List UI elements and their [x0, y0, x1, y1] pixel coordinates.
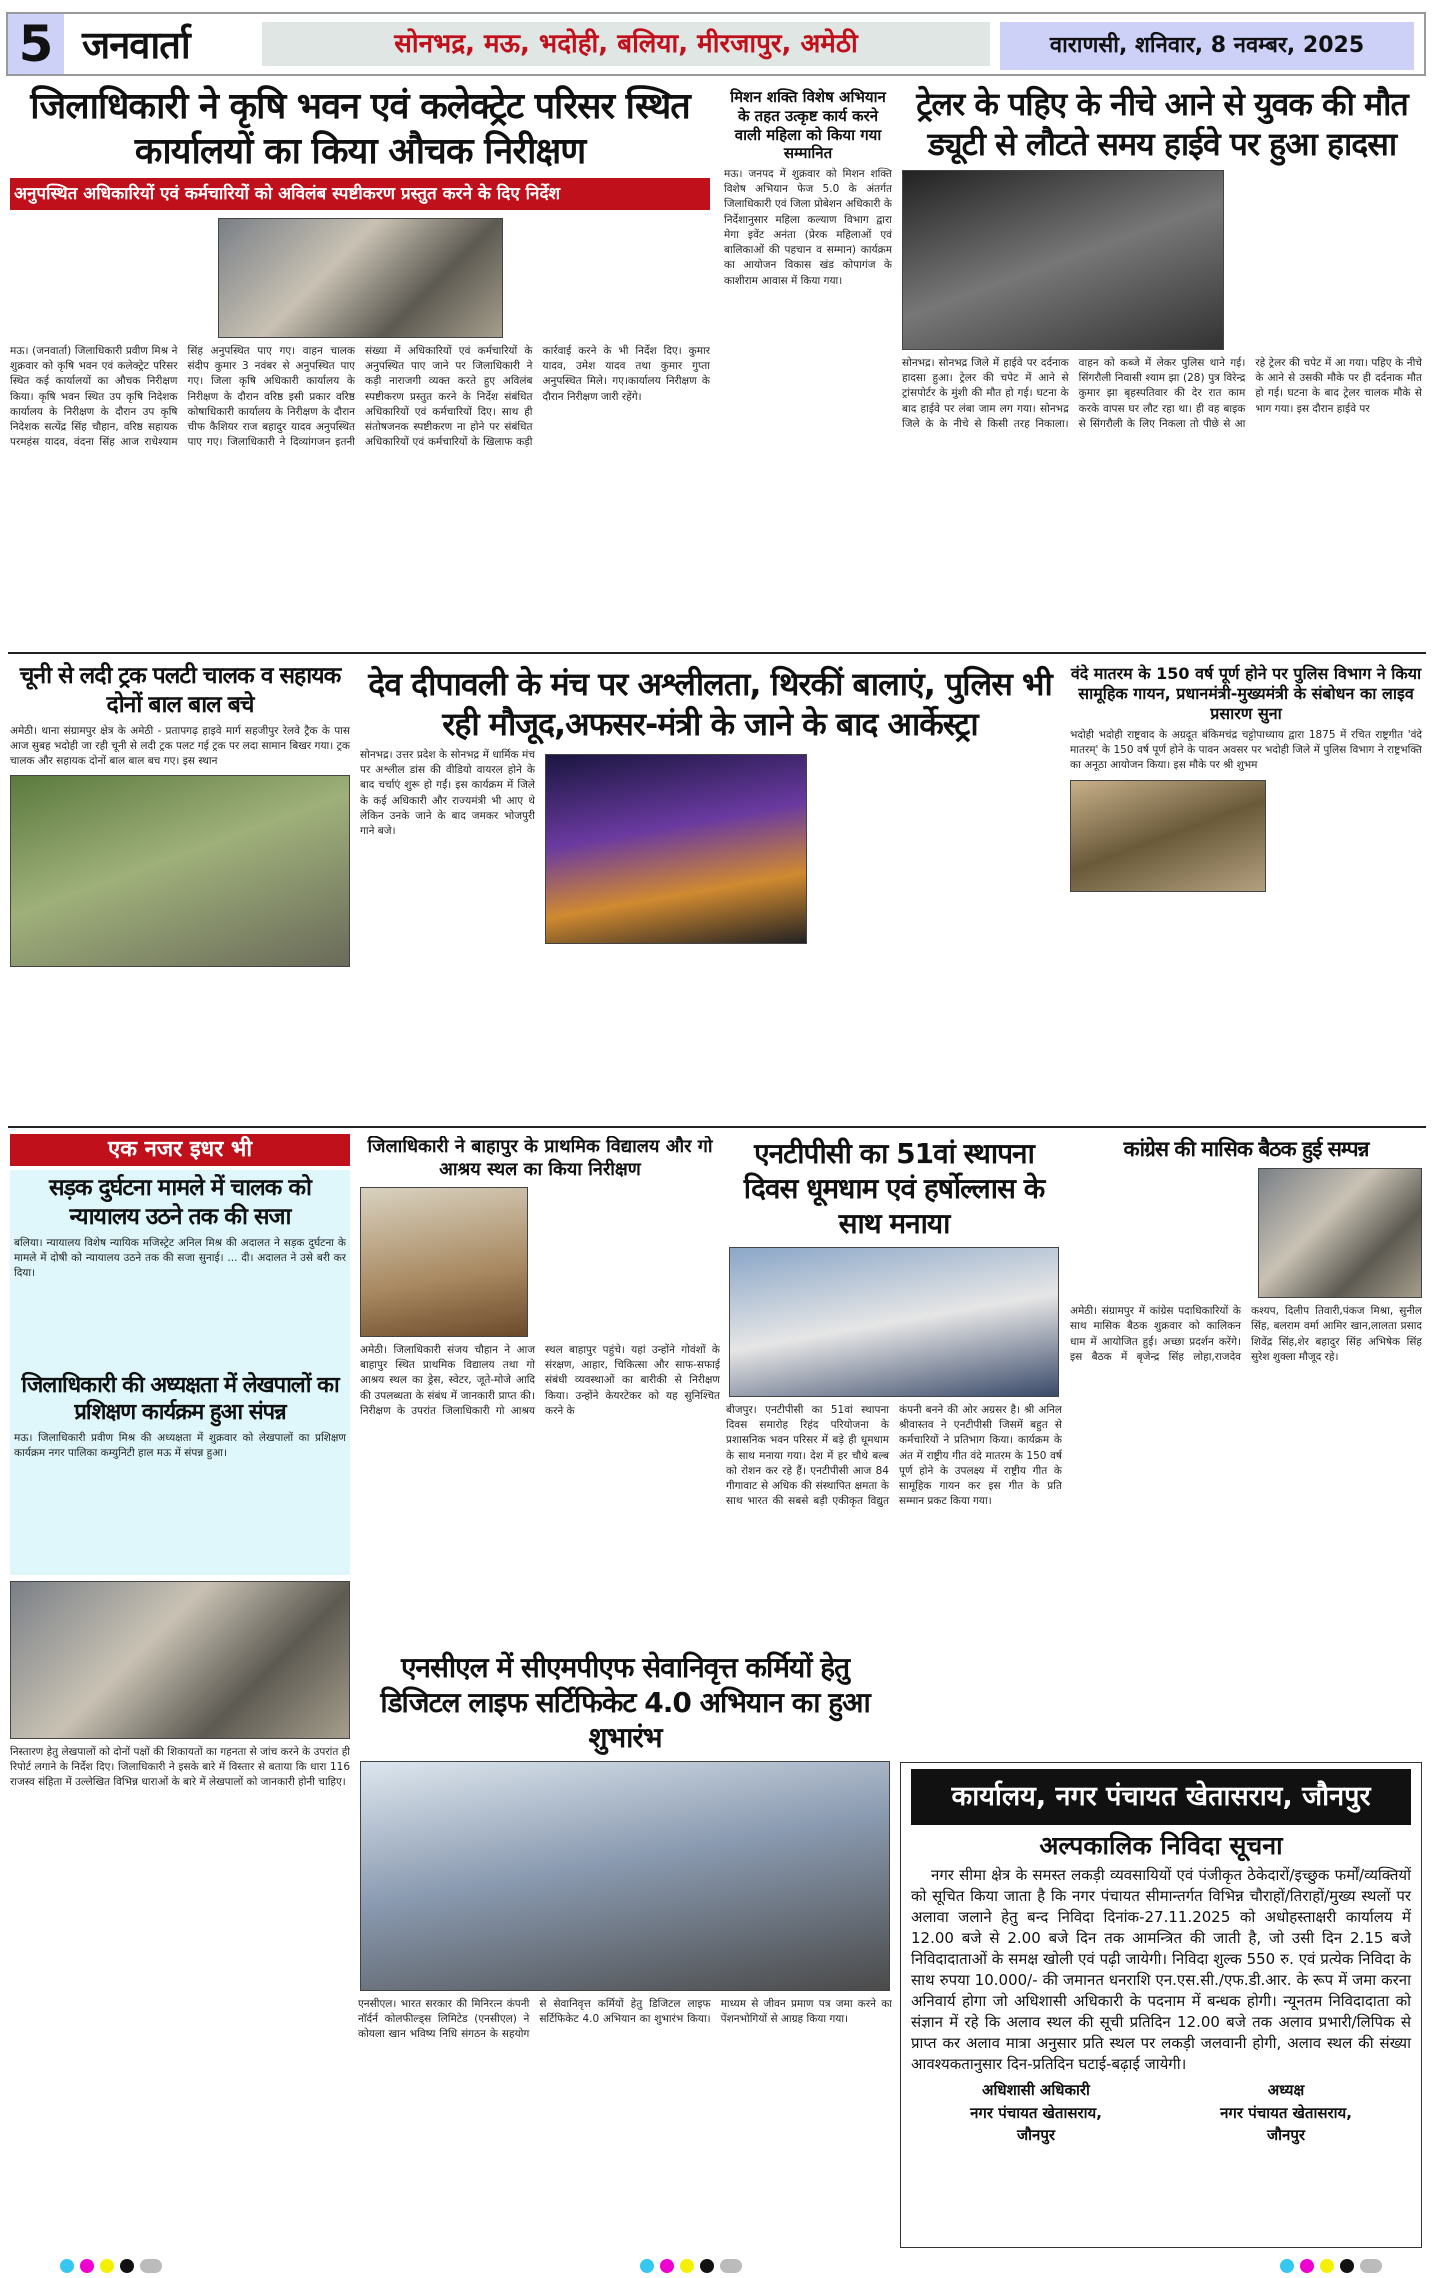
photo-training-hall: [10, 1581, 350, 1739]
headline-truck-overturn: चूनी से लदी ट्रक पलटी चालक व सहायक दोनों बाल बाल बचे: [19, 663, 341, 718]
divider: [8, 652, 1426, 654]
article-body: अमेठी। जिलाधिकारी संजय चौहान ने आज बाहापुर स्थित प्राथमिक विद्यालय तथा गो आश्रय स्थल का ड्रेस, स्वेटर, जूते-मोजे आदि की उपलब्धता के संबंध में जानकारी प्राप्त की। निरीक्षण के उपरांत जिलाधिकारी गो आश्रय स्थल बाहापुर पहुंचे। यहां उन्होंने गोवंशों के संरक्षण, आहार, चिकित्सा और साफ-सफाई संबंधी व्यवस्थाओं का बारीकी से निरीक्षण किया। उन्होंने केयरटेकर को यह सुनिश्चित करने के: [360, 1344, 720, 1417]
notice-title: अल्पकालिक निविदा सूचना: [1039, 1831, 1283, 1860]
headline-congress-meeting: कांग्रेस की मासिक बैठक हुई सम्पन्न: [1123, 1137, 1369, 1161]
article-body: मऊ। (जनवार्ता) जिलाधिकारी प्रवीण मिश्र ने शुक्रवार को कृषि भवन एवं कलेक्ट्रेट परिसर स्थित कई कार्यालयों का औचक निरीक्षण किया। कृषि भवन स्थित उप कृषि निदेशक कार्यालय के निरीक्षण के दौरान उप कृषि निदेशक सत्येंद्र सिंह चौहान, वरिष्ठ सहायक परमहंस यादव, वंदना सिंह आज राधेश्याम सिंह अनुपस्थित पाए गए। वाहन चालक संदीप कुमार 3 नवंबर से अनुपस्थित पाए गए। जिला कृषि अधिकारी कार्यालय के निरीक्षण के दौरान वरिष्ठ इसी प्रकार वरिष्ठ कोषाधिकारी कार्यालय के निरीक्षण के दौरान चीफ कैशियर राज बहादुर यादव अनुपस्थित पाए गए। जिलाधिकारी ने दिव्यांगजन इतनी संख्या में अधिकारियों एवं कर्मचारियों के अनुपस्थित पाए जाने पर जिलाधिकारी ने कड़ी नाराजगी व्यक्त करते हुए अविलंब स्पष्टीकरण प्रस्तुत करने के निर्देश संबंधित अधिकारियों एवं कर्मचारियों दिए। साथ ही संतोषजनक स्पष्टीकरण ना होने पर संबंधित अधिकारियों एवं कर्मचारियों के खिलाफ कड़ी कार्रवाई करने के भी निर्देश दिए। कुमार यादव, उमेश यादव तथा कुमार गुप्ता अनुपस्थित मिले। गए।कार्यालय निरीक्षण के दौरान निरीक्षण जारी रहेंगे।: [10, 345, 710, 449]
signatory-left: अधिशासी अधिकारी नगर पंचायत खेतासराय, जौनपुर: [970, 2081, 1102, 2144]
article-body-container: [360, 1185, 720, 1642]
headline-ntpc-foundation-day: एनटीपीसी का 51वां स्थापना दिवस धूमधाम एवं हर्षोल्लास के साथ मनाया: [743, 1137, 1045, 1240]
ek-nazar-banner: एक नजर इधर भी: [10, 1134, 350, 1166]
article-body: अमेठी। संग्रामपुर में कांग्रेस पदाधिकारियों के साथ मासिक बैठक शुक्रवार को कालिकन धाम में आयोजित हुई। अच्छा प्रदर्शन करेंगे।इस बैठक में बृजेन्द्र सिंह लोहा,राजदेव कश्यप, दिलीप तिवारी,पंकज मिश्रा, सुनील सिंह, बलराम वर्मा आमिर खान,लालता प्रसाद शिवेंद्र सिंह,शेर बहादुर सिंह अभिषेक सिंह सुरेश शुक्ला मौजूद रहे।: [1070, 1305, 1422, 1363]
article-body-container: [1070, 728, 1422, 1118]
registration-marks-center: [640, 2258, 748, 2277]
registration-marks-left: [60, 2258, 168, 2277]
headline-bahapur-school: जिलाधिकारी ने बाहापुर के प्राथमिक विद्यालय और गो आश्रय स्थल का किया निरीक्षण: [367, 1136, 713, 1180]
headline-mission-shakti: मिशन शक्ति विशेष अभियान के तहत उत्कृष्ट कार्य करने वाली महिला को किया गया सम्मानित: [730, 88, 886, 163]
headline-dm-inspection: जिलाधिकारी ने कृषि भवन एवं कलेक्ट्रेट परिसर स्थित कार्यालयों का किया औचक निरीक्षण: [30, 86, 690, 172]
article-ncl-life-certificate: [358, 1650, 892, 2246]
article-body-container: [10, 216, 710, 644]
article-mission-shakti: [724, 88, 892, 644]
headline-trailer-accident: ट्रेलर के पहिए के नीचे आने से युवक की मौत ड्यूटी से लौटते समय हाईवे पर हुआ हादसा: [916, 85, 1408, 163]
photo-accident: [902, 170, 1224, 350]
notice-office: कार्यालय, नगर पंचायत खेतासराय, जौनपुर: [911, 1769, 1411, 1825]
page-number: 5: [8, 14, 64, 74]
notice-body: नगर सीमा क्षेत्र के समस्त लकड़ी व्यवसायियों एवं पंजीकृत ठेकेदारों/इच्छुक फर्मों/व्यक्तियों को सूचित किया जाता है कि नगर पंचायत सीमान्तर्गत विभिन्न चौराहों/तिराहों/मुख्य स्थलों पर अलावा जलाने हेतु बन्द निविदा दिनांक-27.11.2025 को अधोहस्ताक्षरी कार्यालय में 12.00 बजे से 2.00 बजे दिन तक आमन्त्रित की जाती है, जो उसी दिन 2.15 बजे निविदादाताओं के समक्ष खोली एवं पढ़ी जायेगी। निविदा शुल्क 550 रु. एवं प्रत्येक निविदा के साथ रुपया 10.000/- की जमानत धनराशि एन.एस.सी./एफ.डी.आर. के रूप में जमा करना अनिवार्य होगा जो अधिशासी अधिकारी के पदनाम में बन्धक होगी। न्यूनतम निविदादाता को संज्ञान में रहे कि अलाव स्थल की सूची प्रतिदिन 12.00 बजे तक अलाव प्रभारी/लिपिक से प्राप्त कर अलाव मात्रा अनुसार प्रति स्थल पर लकड़ी जलवानी होगी, अलाव स्थल की संख्या आवश्यकतानुसार दिन-प्रतिदिन घटाई-बढ़ाई जायेगी।: [911, 1866, 1411, 2073]
article-congress-meeting: [1070, 1136, 1422, 1642]
dateline: वाराणसी, शनिवार, 8 नवम्बर, 2025: [1000, 22, 1414, 70]
left-column-lower: [10, 1134, 350, 2246]
paper-name: जनवार्ता: [82, 23, 190, 67]
signatory-right: अध्यक्ष नगर पंचायत खेतासराय, जौनपुर: [1220, 2081, 1352, 2144]
article-body: निस्तारण हेतु लेखपालों को दोनों पक्षों की शिकायतों का गहनता से जांच करने के उपरांत ही रिपोर्ट लगाने के निर्देश दिए। जिलाधिकारी ने इसके बारे में विस्तार से बताया कि धारा 116 राजस्व संहिता में उल्लेखित विभिन्न धाराओं के बारे में लेखपालों को जानकारी होनी चाहिए।: [10, 1745, 350, 1788]
article-bahapur-school: [360, 1136, 720, 1642]
headline-vande-mataram: वंदे मातरम के 150 वर्ष पूर्ण होने पर पुलिस विभाग ने किया सामूहिक गायन, प्रधानमंत्री-मुख्यमंत्री के संबोधन का लाइव प्रसारण सुना: [1070, 664, 1422, 723]
tender-notice: [900, 1762, 1422, 2248]
article-trailer-accident: [902, 84, 1422, 644]
divider: [8, 1126, 1426, 1128]
article-ntpc-foundation-day: [726, 1136, 1062, 1642]
article-body: बलिया। न्यायालय विशेष न्यायिक मजिस्ट्रेट अनिल मिश्र की अदालत ने सड़क दुर्घटना के मामले में दोषी को न्यायालय उठने तक की सजा सुनाई। ... दी। अदालत ने उसे बरी कर दिया।: [14, 1236, 346, 1279]
headline-lekhpal-training: जिलाधिकारी की अध्यक्षता में लेखपालों का प्रशिक्षण कार्यक्रम हुआ संपन्न: [21, 1372, 339, 1425]
district-band: सोनभद्र, मऊ, भदोही, बलिया, मीरजापुर, अमेठी: [262, 22, 990, 66]
article-vande-mataram: [1070, 664, 1422, 1118]
article-body: मऊ। जिलाधिकारी प्रवीण मिश्र की अध्यक्षता में शुक्रवार को लेखपालों का प्रशिक्षण कार्यक्रम नगर पालिका कम्युनिटी हाल मऊ में संपन्न हुआ।: [14, 1431, 346, 1459]
article-dm-inspection: [10, 84, 710, 644]
article-body: अमेठी। थाना संग्रामपुर क्षेत्र के अमेठी - प्रतापगढ़ हाइवे मार्ग सहजीपुर रेलवे ट्रैक के पास आज सुबह भदोही जा रही चूनी से लदी ट्रक पलट गई ट्रक पर लदा सामान बिखर गया। ट्रक चालक और सहायक दोनों बाल बाल बच गए। इस स्थान: [10, 724, 350, 767]
article-body: सोनभद्र। सोनभद्र जिले में हाईवे पर दर्दनाक हादसा हुआ। ट्रेलर की चपेट में आने से ट्रांसपोर्टर के मुंशी की मौत हो गई। घटना के बाद हाईवे पर लंबा जाम लग गया। सोनभद्र जिले के के नीचे से किसी तरह निकाला। वाहन को कब्जे में लेकर पुलिस थाने गई। सिंगरौली निवासी श्याम झा (28) पुत्र विरेन्द्र कुमार झा बृहस्पतिवार की देर रात काम करके वापस घर लौट रहा था। ही वह बाइक से सिंगरौली के लिए निकला तो पीछे से आ रहे ट्रेलर की चपेट में आ गया। पहिए के नीचे के आने से उसकी मौके पर ही दर्दनाक मौत हो गई। घटना के बाद ट्रेलर चालक मौके से भाग गया। इस दौरान हाईवे पर: [902, 357, 1422, 430]
photo-stage: [545, 754, 807, 944]
photo-congress-meeting: [1258, 1168, 1422, 1298]
article-body: एनसीएल। भारत सरकार की मिनिरत्न कंपनी नॉर्दर्न कोलफील्ड्स लिमिटेड (एनसीएल) ने कोयला खान भविष्य निधि संगठन के सहयोग से सेवानिवृत्त कर्मियों हेतु डिजिटल लाइफ सर्टिफिकेट 4.0 अभियान का शुभारंभ किया। माध्यम से जीवन प्रमाण पत्र जमा करने का पेंशनभोगियों से आग्रह किया गया।: [358, 1998, 892, 2041]
photo-ntpc-event: [729, 1247, 1059, 1397]
headline-dev-deepawali: देव दीपावली के मंच पर अश्लीलता, थिरकीं बालाएं, पुलिस भी रही मौजूद,अफसर-मंत्री के जाने के बाद आर्केस्ट्रा: [368, 665, 1052, 743]
photo-police-parade: [1070, 780, 1266, 892]
article-dev-deepawali: [360, 664, 1060, 1118]
article-body: बीजपुर। एनटीपीसी का 51वां स्थापना दिवस समारोह रिहंद परियोजना के प्रशासनिक भवन परिसर में बड़े ही धूमधाम के साथ मनाया गया। देश में हर चौथे बल्ब को रोशन कर रहे हैं। एनटीपीसी आज 84 गीगावाट से अधिक की संस्थापित क्षमता के साथ भारत की सबसे बड़ी एकीकृत विद्युत कंपनी बनने की ओर अग्रसर है। श्री अनिल श्रीवास्तव ने एनटीपीसी जिसमें बहुत से कर्मचारियों ने प्रतिभाग किया। कार्यक्रम के अंत में राष्ट्रीय गीत वंदे मातरम के 150 वर्ष पूर्ण होने के उपलक्ष्य में राष्ट्रीय गीत के सामूहिक गायन कर इस गीत के प्रति सम्मान प्रकट किया गया।: [726, 1404, 1062, 1508]
photo-inspection: [218, 218, 503, 338]
article-body-container: [902, 168, 1422, 644]
article-body: भदोही भदोही राष्ट्रवाद के अग्रदूत बंकिमचंद्र चट्टोपाध्याय द्वारा 1875 में रचित राष्ट्रगीत 'वंदे मातरम्' के 150 वर्ष पूर्ण होने के पावन अवसर पर भदोही जिले में पुलिस विभाग ने राष्ट्रभक्ति का अनूठा आयोजन किया। इस मौके पर श्री शुभम: [1070, 729, 1422, 772]
article-body: सोनभद्र। उत्तर प्रदेश के सोनभद्र में धार्मिक मंच पर अश्लील डांस की वीडियो वायरल होने के बाद चर्चाएं शुरू हो गईं। इस कार्यक्रम में जिले के कई अधिकारी और राज्यमंत्री भी आए थे लेकिन उनके जाने के बाद जमकर भोजपुरी गाने बजे।: [360, 749, 535, 838]
article-body-container: [10, 724, 350, 1119]
article-body-container: [358, 1759, 892, 2246]
photo-cow-shelter: [360, 1187, 528, 1337]
article-body-container: [1070, 1166, 1422, 1642]
registration-marks-right: [1280, 2258, 1388, 2277]
article-body: मऊ। जनपद में शुक्रवार को मिशन शक्ति विशेष अभियान फेज 5.0 के अंतर्गत जिलाधिकारी एवं जिला प्रोबेशन अधिकारी के निर्देशानुसार महिला कल्याण विभाग द्वारा मेगा इवेंट अनंता (प्रेरक महिलाओं एवं बालिकाओं की पहचान व सम्मान) कार्यक्रम का आयोजन विकास खंड कोपागंज के काशीराम आवास में किया गया।: [724, 168, 892, 287]
headline-court-sentence: सड़क दुर्घटना मामले में चालक को न्यायालय उठने तक की सजा: [49, 1175, 311, 1230]
photo-truck: [10, 775, 350, 967]
cyan-box: [10, 1170, 350, 1575]
subhead-banner: अनुपस्थित अधिकारियों एवं कर्मचारियों को अविलंब स्पष्टीकरण प्रस्तुत करने के दिए निर्देश: [10, 178, 710, 210]
article-body-container: [726, 1245, 1062, 1642]
article-truck-overturn: [10, 662, 350, 1118]
photo-ncl-event: [360, 1761, 890, 1991]
headline-ncl-life-certificate: एनसीएल में सीएमपीएफ सेवानिवृत्त कर्मियों हेतु डिजिटल लाइफ सर्टिफिकेट 4.0 अभियान का हुआ शुभारंभ: [380, 1651, 870, 1754]
